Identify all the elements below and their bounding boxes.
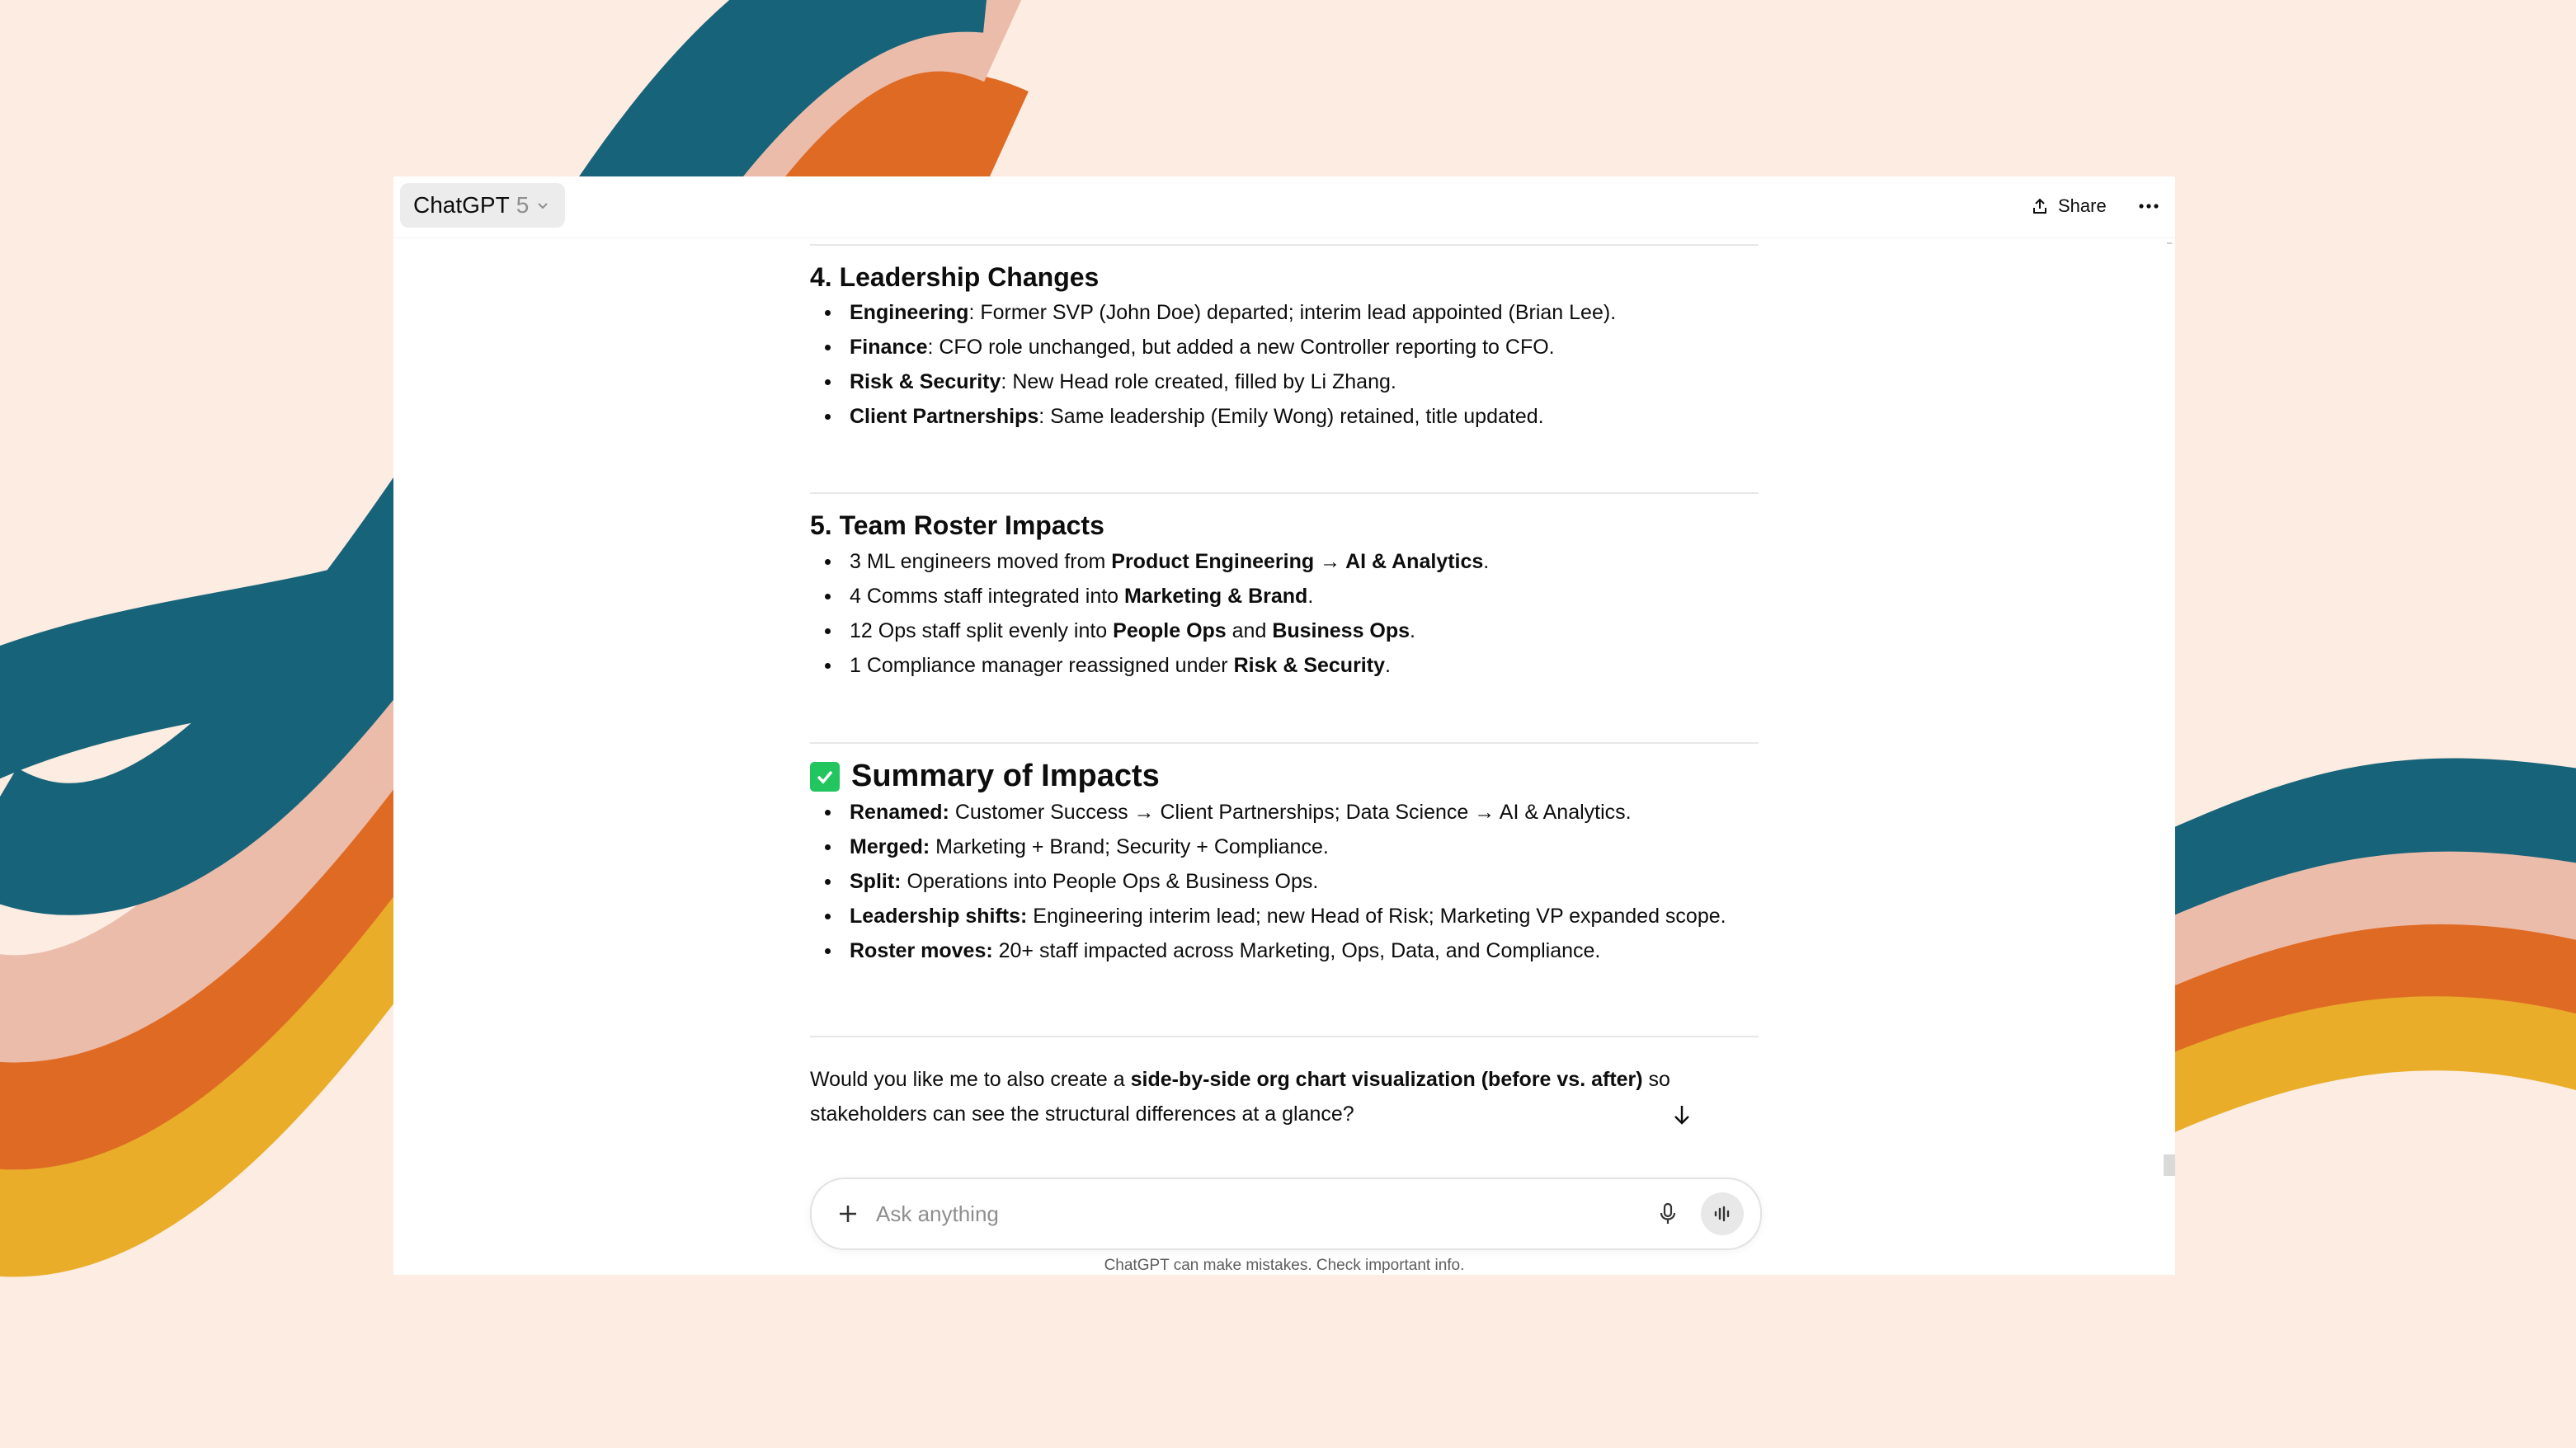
chevron-down-icon <box>535 198 550 213</box>
scroll-to-bottom-button[interactable] <box>1660 1093 1703 1136</box>
plus-icon <box>836 1202 859 1225</box>
section-heading-leadership: 4. Leadership Changes <box>810 262 1100 292</box>
list-item: Roster moves: 20+ staff impacted across Marketing, Ops, Data, and Compliance. <box>810 933 1759 968</box>
divider <box>810 244 1759 246</box>
closing-question: Would you like me to also create a side-by-side org chart visualization (before vs. after) so stakeholders can see the structural differences at a glance? <box>810 1068 1670 1126</box>
list-item: Split: Operations into People Ops & Business Ops. <box>810 864 1759 899</box>
top-bar <box>393 176 2175 238</box>
add-attachment-button[interactable] <box>830 1196 866 1232</box>
list-item: 1 Compliance manager reassigned under Risk & Security. <box>810 648 1759 683</box>
list-item: 12 Ops staff split evenly into People Ops and Business Ops. <box>810 614 1759 648</box>
waveform-icon <box>1712 1204 1732 1224</box>
model-picker-button[interactable] <box>400 183 565 228</box>
share-label: Share <box>2058 195 2107 216</box>
list-item: 4 Comms staff integrated into Marketing & Brand. <box>810 579 1759 614</box>
voice-mode-button[interactable] <box>1701 1192 1744 1235</box>
section-heading-roster: 5. Team Roster Impacts <box>810 510 1104 540</box>
conversation-content <box>810 237 1759 1268</box>
share-button[interactable] <box>2030 188 2107 224</box>
list-item: Renamed: Customer Success → Client Partnerships; Data Science → AI & Analytics. <box>810 795 1759 830</box>
share-icon <box>2030 196 2050 216</box>
more-options-button[interactable] <box>2132 188 2165 224</box>
list-item: Engineering: Former SVP (John Doe) departed; interim lead appointed (Brian Lee). <box>810 295 1759 330</box>
dictate-button[interactable] <box>1650 1196 1686 1232</box>
summary-list <box>810 795 1759 968</box>
summary-title: Summary of Impacts <box>851 759 1160 793</box>
summary-heading <box>810 759 1160 794</box>
list-item: 3 ML engineers moved from Product Engineering → AI & Analytics. <box>810 544 1759 579</box>
list-item: Merged: Marketing + Brand; Security + Compliance. <box>810 830 1759 864</box>
check-mark-button-icon <box>810 762 840 792</box>
message-composer <box>810 1178 1762 1250</box>
disclaimer-text: ChatGPT can make mistakes. Check important info. <box>1104 1257 1465 1274</box>
model-version: 5 <box>516 192 530 218</box>
arrow-down-icon <box>1672 1103 1692 1126</box>
leadership-list <box>810 295 1759 434</box>
roster-list <box>810 544 1759 683</box>
ellipsis-icon <box>2138 203 2159 209</box>
divider <box>810 1036 1759 1037</box>
list-item: Client Partnerships: Same leadership (Emily Wong) retained, title updated. <box>810 399 1759 434</box>
list-item: Finance: CFO role unchanged, but added a new Controller reporting to CFO. <box>810 330 1759 364</box>
model-name: ChatGPT <box>413 192 510 218</box>
microphone-icon <box>1658 1201 1678 1226</box>
list-item: Leadership shifts: Engineering interim lead; new Head of Risk; Marketing VP expanded scope. <box>810 899 1759 933</box>
scrollbar-thumb[interactable] <box>2164 1154 2175 1176</box>
divider <box>810 742 1759 744</box>
divider <box>810 492 1759 494</box>
list-item: Risk & Security: New Head role created, filled by Li Zhang. <box>810 364 1759 399</box>
scrollbar-top-arrow[interactable] <box>2167 242 2172 244</box>
ask-anything-input[interactable] <box>874 1194 1587 1234</box>
chatgpt-window <box>393 176 2175 1275</box>
